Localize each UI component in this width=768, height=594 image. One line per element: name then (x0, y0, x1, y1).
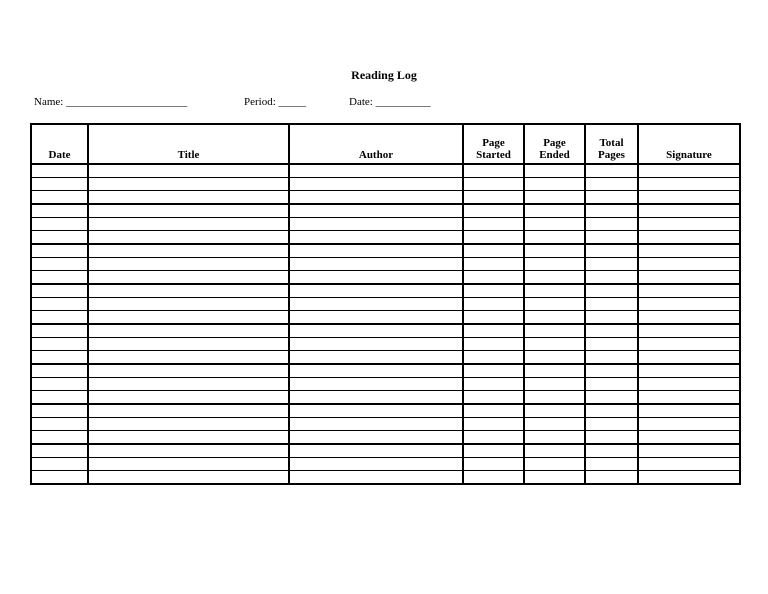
cell-title[interactable] (88, 404, 289, 418)
cell-author[interactable] (289, 404, 463, 418)
table-row (31, 191, 740, 205)
cell-title[interactable] (88, 324, 289, 338)
cell-author[interactable] (289, 444, 463, 458)
cell-date[interactable] (31, 324, 88, 338)
cell-page-started[interactable] (463, 404, 524, 418)
cell-date[interactable] (31, 458, 88, 471)
column-header-signature: Signature (638, 124, 740, 164)
cell-page-started[interactable] (463, 471, 524, 485)
table-row (31, 431, 740, 445)
cell-page-ended[interactable] (524, 271, 585, 285)
cell-page-ended[interactable] (524, 311, 585, 325)
cell-page-ended[interactable] (524, 338, 585, 351)
cell-title[interactable] (88, 351, 289, 365)
cell-title[interactable] (88, 218, 289, 231)
table-row (31, 231, 740, 245)
cell-date[interactable] (31, 351, 88, 365)
column-header-author: Author (289, 124, 463, 164)
cell-page-started[interactable] (463, 231, 524, 245)
cell-total-pages[interactable] (585, 271, 638, 285)
cell-date[interactable] (31, 298, 88, 311)
cell-signature[interactable] (638, 378, 740, 391)
table-row (31, 444, 740, 458)
cell-author[interactable] (289, 244, 463, 258)
cell-date[interactable] (31, 191, 88, 205)
cell-signature[interactable] (638, 164, 740, 178)
cell-page-started[interactable] (463, 271, 524, 285)
column-header-page-started: Page Started (463, 124, 524, 164)
table-row (31, 164, 740, 178)
cell-page-started[interactable] (463, 418, 524, 431)
cell-signature[interactable] (638, 284, 740, 298)
cell-author[interactable] (289, 204, 463, 218)
cell-page-ended[interactable] (524, 364, 585, 378)
cell-date[interactable] (31, 244, 88, 258)
cell-author[interactable] (289, 458, 463, 471)
cell-author[interactable] (289, 258, 463, 271)
cell-date[interactable] (31, 271, 88, 285)
cell-date[interactable] (31, 284, 88, 298)
name-field[interactable]: Name: ______________________ (34, 96, 188, 108)
cell-title[interactable] (88, 271, 289, 285)
cell-page-started[interactable] (463, 391, 524, 405)
cell-total-pages[interactable] (585, 231, 638, 245)
cell-title[interactable] (88, 431, 289, 445)
cell-total-pages[interactable] (585, 298, 638, 311)
cell-signature[interactable] (638, 271, 740, 285)
cell-page-ended[interactable] (524, 258, 585, 271)
cell-signature[interactable] (638, 471, 740, 485)
cell-total-pages[interactable] (585, 324, 638, 338)
cell-title[interactable] (88, 204, 289, 218)
cell-total-pages[interactable] (585, 284, 638, 298)
cell-page-started[interactable] (463, 178, 524, 191)
cell-author[interactable] (289, 418, 463, 431)
cell-total-pages[interactable] (585, 244, 638, 258)
table-row (31, 391, 740, 405)
cell-title[interactable] (88, 231, 289, 245)
cell-title[interactable] (88, 311, 289, 325)
cell-page-ended[interactable] (524, 204, 585, 218)
cell-signature[interactable] (638, 244, 740, 258)
cell-page-started[interactable] (463, 218, 524, 231)
cell-total-pages[interactable] (585, 338, 638, 351)
cell-page-ended[interactable] (524, 231, 585, 245)
cell-page-started[interactable] (463, 164, 524, 178)
cell-date[interactable] (31, 231, 88, 245)
cell-title[interactable] (88, 338, 289, 351)
cell-signature[interactable] (638, 338, 740, 351)
cell-signature[interactable] (638, 258, 740, 271)
cell-total-pages[interactable] (585, 364, 638, 378)
cell-page-started[interactable] (463, 458, 524, 471)
table-row (31, 178, 740, 191)
cell-page-ended[interactable] (524, 351, 585, 365)
cell-page-ended[interactable] (524, 324, 585, 338)
column-header-page-ended: Page Ended (524, 124, 585, 164)
cell-title[interactable] (88, 364, 289, 378)
cell-signature[interactable] (638, 191, 740, 205)
cell-page-started[interactable] (463, 351, 524, 365)
cell-author[interactable] (289, 271, 463, 285)
cell-page-ended[interactable] (524, 458, 585, 471)
table-row (31, 271, 740, 285)
cell-total-pages[interactable] (585, 404, 638, 418)
cell-signature[interactable] (638, 298, 740, 311)
cell-total-pages[interactable] (585, 164, 638, 178)
cell-date[interactable] (31, 218, 88, 231)
table-row (31, 351, 740, 365)
cell-total-pages[interactable] (585, 204, 638, 218)
reading-log-table (30, 123, 741, 485)
cell-date[interactable] (31, 338, 88, 351)
cell-date[interactable] (31, 378, 88, 391)
cell-title[interactable] (88, 258, 289, 271)
cell-page-started[interactable] (463, 431, 524, 445)
cell-signature[interactable] (638, 204, 740, 218)
column-header-total-pages: Total Pages (585, 124, 638, 164)
cell-author[interactable] (289, 391, 463, 405)
cell-title[interactable] (88, 378, 289, 391)
table-row (31, 364, 740, 378)
table-row (31, 311, 740, 325)
table-row (31, 284, 740, 298)
cell-total-pages[interactable] (585, 191, 638, 205)
cell-author[interactable] (289, 378, 463, 391)
cell-title[interactable] (88, 471, 289, 485)
header-fields (34, 96, 734, 112)
cell-page-ended[interactable] (524, 404, 585, 418)
cell-date[interactable] (31, 418, 88, 431)
column-header-title: Title (88, 124, 289, 164)
cell-page-started[interactable] (463, 284, 524, 298)
table-row (31, 338, 740, 351)
cell-page-ended[interactable] (524, 244, 585, 258)
cell-page-ended[interactable] (524, 178, 585, 191)
cell-total-pages[interactable] (585, 311, 638, 325)
cell-signature[interactable] (638, 231, 740, 245)
cell-title[interactable] (88, 191, 289, 205)
cell-date[interactable] (31, 311, 88, 325)
cell-signature[interactable] (638, 418, 740, 431)
cell-total-pages[interactable] (585, 258, 638, 271)
cell-signature[interactable] (638, 311, 740, 325)
cell-page-ended[interactable] (524, 191, 585, 205)
cell-author[interactable] (289, 311, 463, 325)
cell-page-ended[interactable] (524, 284, 585, 298)
cell-total-pages[interactable] (585, 471, 638, 485)
cell-page-started[interactable] (463, 378, 524, 391)
cell-page-started[interactable] (463, 191, 524, 205)
cell-title[interactable] (88, 418, 289, 431)
table-row (31, 204, 740, 218)
cell-author[interactable] (289, 191, 463, 205)
page-title: Reading Log (351, 68, 417, 82)
cell-page-started[interactable] (463, 338, 524, 351)
cell-author[interactable] (289, 178, 463, 191)
cell-page-ended[interactable] (524, 218, 585, 231)
cell-page-started[interactable] (463, 324, 524, 338)
cell-signature[interactable] (638, 364, 740, 378)
cell-date[interactable] (31, 404, 88, 418)
cell-page-ended[interactable] (524, 471, 585, 485)
header-row (31, 124, 740, 164)
cell-page-ended[interactable] (524, 444, 585, 458)
table-body (31, 164, 740, 484)
cell-total-pages[interactable] (585, 391, 638, 405)
cell-author[interactable] (289, 284, 463, 298)
cell-signature[interactable] (638, 391, 740, 405)
cell-title[interactable] (88, 284, 289, 298)
cell-page-ended[interactable] (524, 378, 585, 391)
cell-total-pages[interactable] (585, 218, 638, 231)
cell-title[interactable] (88, 391, 289, 405)
cell-date[interactable] (31, 258, 88, 271)
cell-author[interactable] (289, 324, 463, 338)
cell-signature[interactable] (638, 404, 740, 418)
cell-author[interactable] (289, 218, 463, 231)
cell-title[interactable] (88, 298, 289, 311)
period-field[interactable]: Period: _____ (244, 96, 307, 108)
cell-date[interactable] (31, 178, 88, 191)
cell-total-pages[interactable] (585, 431, 638, 445)
cell-title[interactable] (88, 458, 289, 471)
cell-author[interactable] (289, 338, 463, 351)
table-row (31, 324, 740, 338)
cell-page-started[interactable] (463, 258, 524, 271)
cell-author[interactable] (289, 298, 463, 311)
cell-page-started[interactable] (463, 311, 524, 325)
table-row (31, 378, 740, 391)
cell-date[interactable] (31, 471, 88, 485)
cell-total-pages[interactable] (585, 444, 638, 458)
cell-signature[interactable] (638, 324, 740, 338)
cell-author[interactable] (289, 351, 463, 365)
cell-page-started[interactable] (463, 298, 524, 311)
cell-title[interactable] (88, 244, 289, 258)
cell-author[interactable] (289, 431, 463, 445)
cell-total-pages[interactable] (585, 351, 638, 365)
cell-page-started[interactable] (463, 364, 524, 378)
cell-total-pages[interactable] (585, 178, 638, 191)
cell-page-ended[interactable] (524, 298, 585, 311)
cell-date[interactable] (31, 164, 88, 178)
cell-page-ended[interactable] (524, 431, 585, 445)
table-row (31, 218, 740, 231)
cell-signature[interactable] (638, 444, 740, 458)
cell-page-ended[interactable] (524, 391, 585, 405)
cell-author[interactable] (289, 364, 463, 378)
cell-total-pages[interactable] (585, 418, 638, 431)
table-row (31, 244, 740, 258)
cell-signature[interactable] (638, 178, 740, 191)
cell-title[interactable] (88, 178, 289, 191)
cell-date[interactable] (31, 431, 88, 445)
table-row (31, 258, 740, 271)
cell-date[interactable] (31, 391, 88, 405)
table-row (31, 418, 740, 431)
cell-page-ended[interactable] (524, 418, 585, 431)
cell-date[interactable] (31, 364, 88, 378)
table-row (31, 404, 740, 418)
table-row (31, 471, 740, 485)
cell-date[interactable] (31, 204, 88, 218)
cell-title[interactable] (88, 164, 289, 178)
cell-signature[interactable] (638, 431, 740, 445)
cell-total-pages[interactable] (585, 378, 638, 391)
cell-page-started[interactable] (463, 204, 524, 218)
cell-author[interactable] (289, 471, 463, 485)
table-row (31, 298, 740, 311)
cell-signature[interactable] (638, 218, 740, 231)
cell-author[interactable] (289, 231, 463, 245)
cell-title[interactable] (88, 444, 289, 458)
cell-date[interactable] (31, 444, 88, 458)
cell-signature[interactable] (638, 458, 740, 471)
cell-total-pages[interactable] (585, 458, 638, 471)
cell-page-started[interactable] (463, 444, 524, 458)
cell-signature[interactable] (638, 351, 740, 365)
table-row (31, 458, 740, 471)
cell-page-ended[interactable] (524, 164, 585, 178)
cell-author[interactable] (289, 164, 463, 178)
cell-page-started[interactable] (463, 244, 524, 258)
column-header-date: Date (31, 124, 88, 164)
date-field[interactable]: Date: __________ (349, 96, 431, 108)
